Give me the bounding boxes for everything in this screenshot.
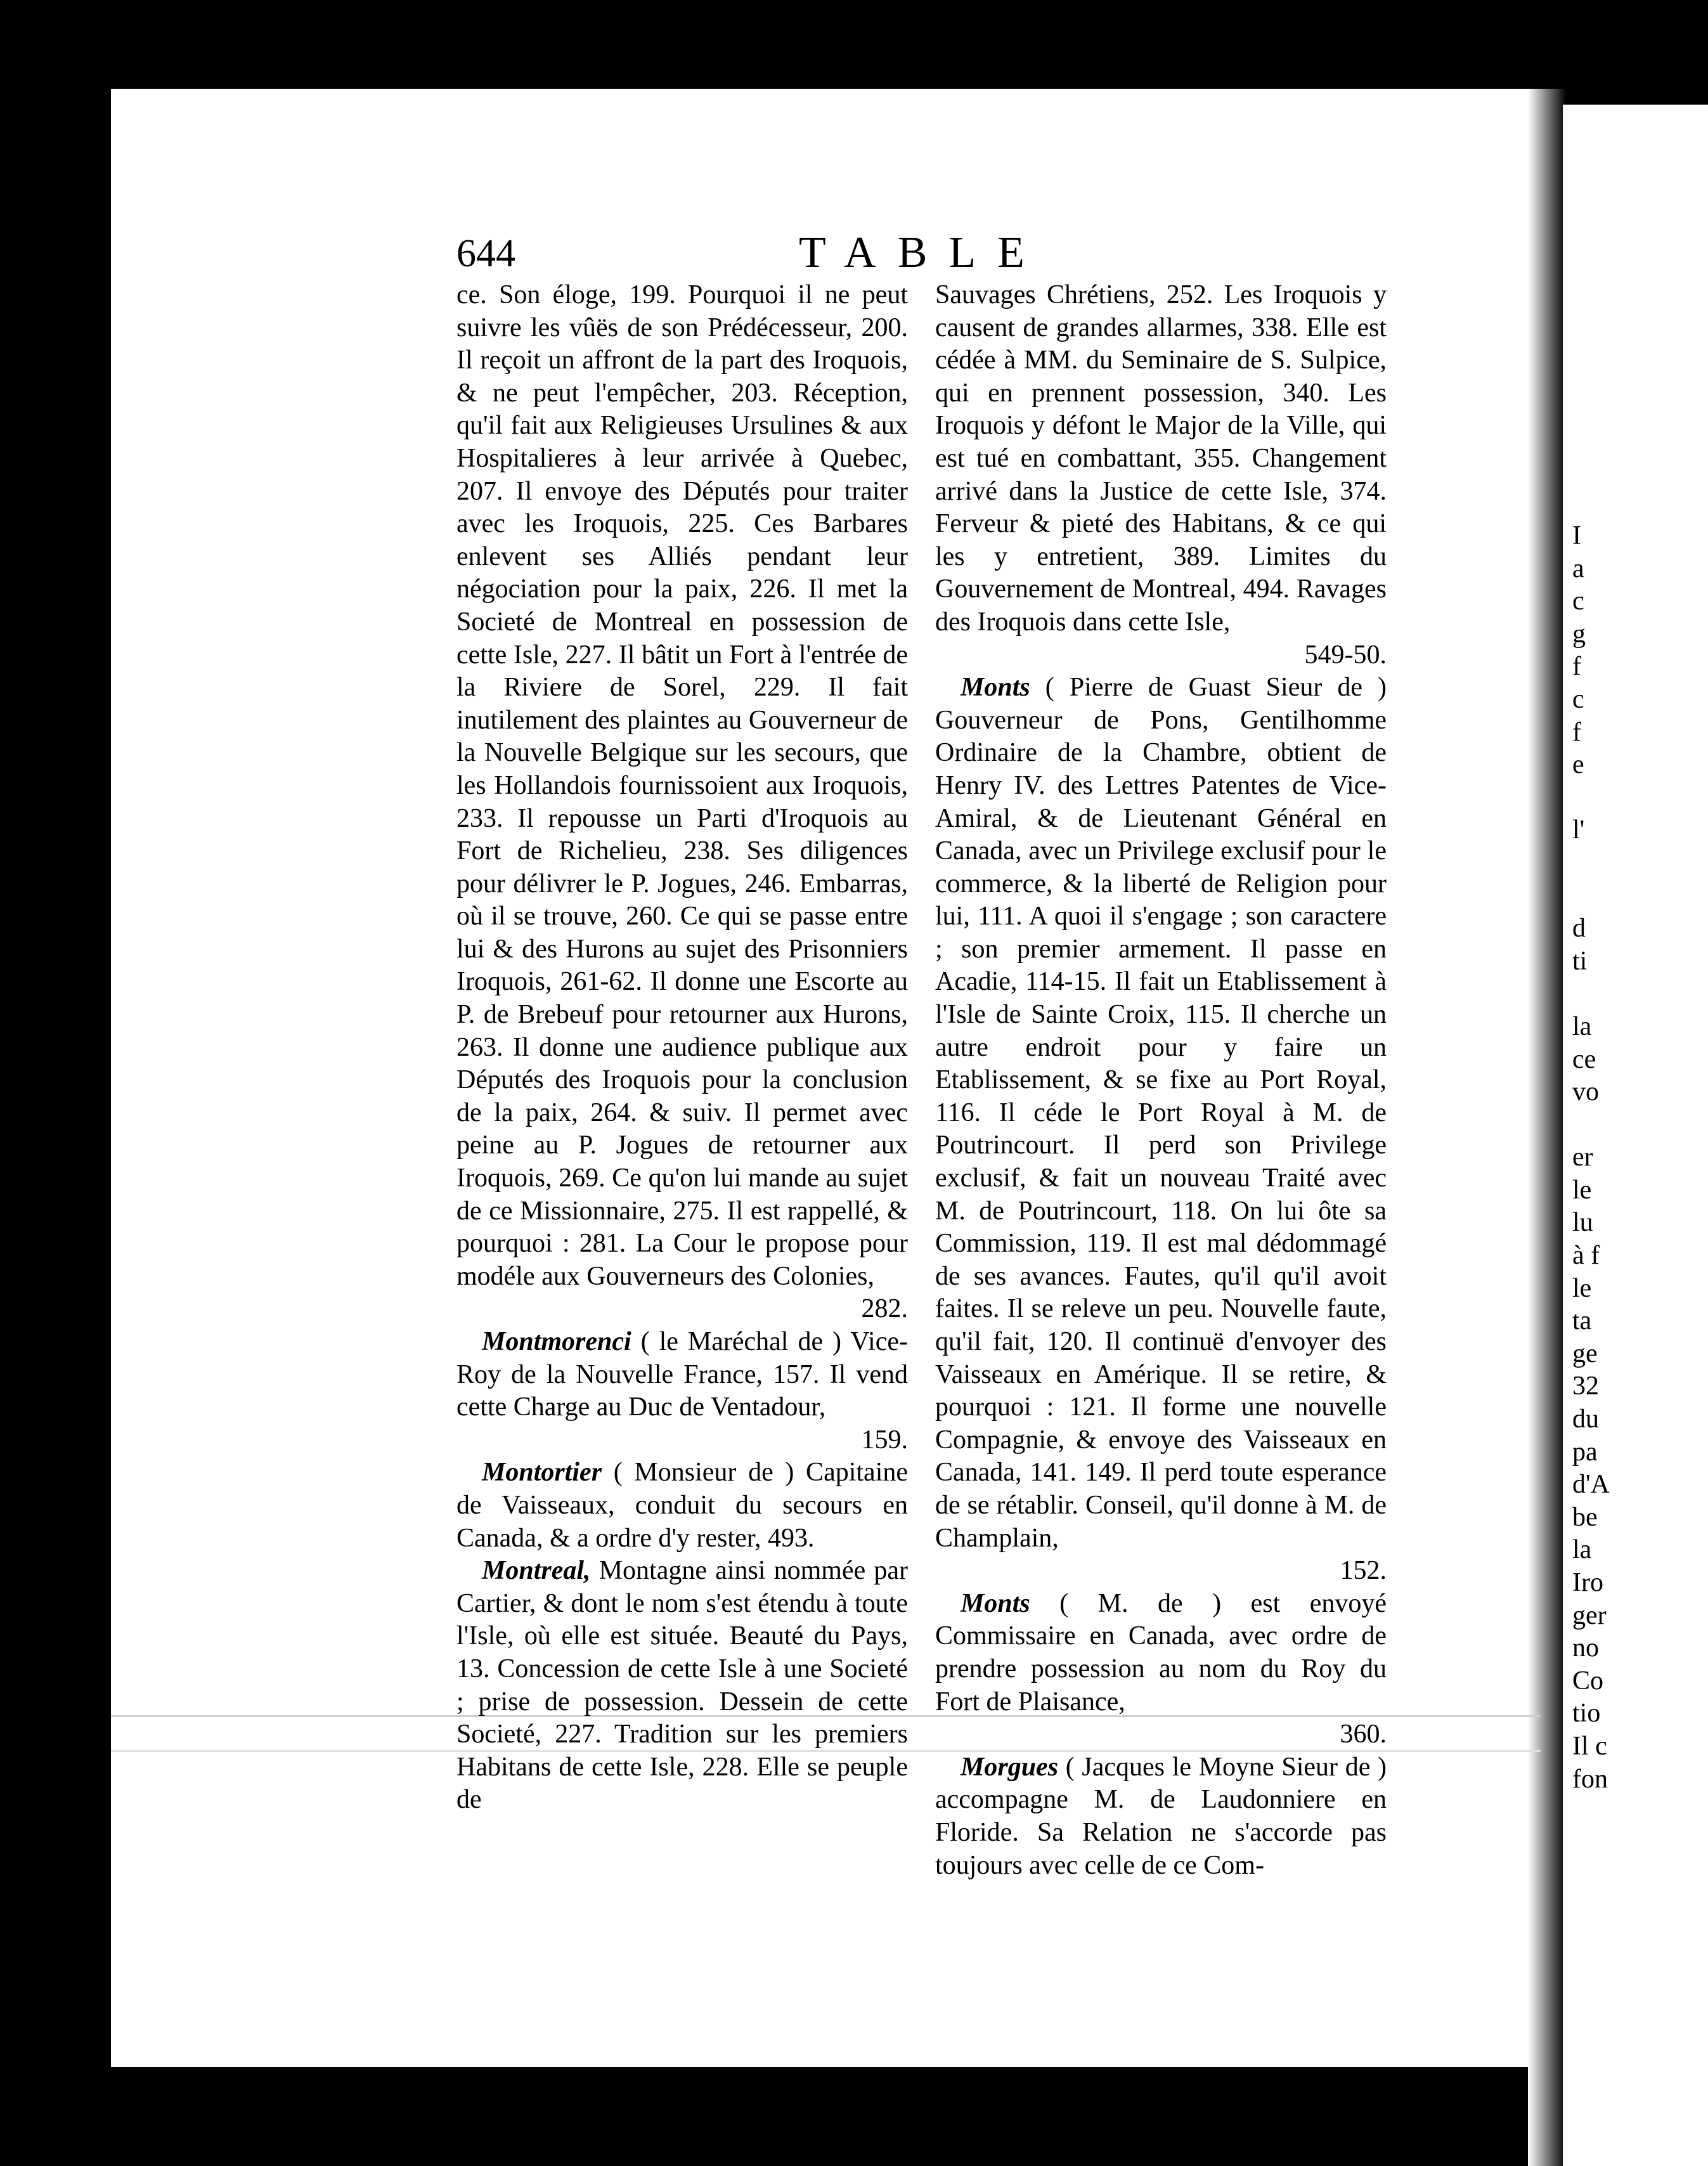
next-page-fragment: no <box>1572 1633 1599 1663</box>
next-page-fragment <box>1572 880 1705 913</box>
next-page-fragment: fon <box>1572 1764 1608 1794</box>
entry-text: ( Monsieur de ) Capitaine de Vaisseaux, conduit du secours en Canada, & a ordre d'y rester, 493. <box>456 1458 909 1553</box>
book-gutter <box>1528 89 1566 2166</box>
next-page-fragment: c <box>1572 587 1584 616</box>
next-page-fragment: l' <box>1572 815 1585 845</box>
next-page-fragment <box>1572 1109 1705 1142</box>
entry-text: ( Jacques le Moyne Sieur de ) accompagne M. de Laudonniere en Floride. Sa Relation ne s'accorde pas toujours avec celle de ce Com- <box>935 1752 1387 1880</box>
entry-page-ref: 159. <box>861 1425 908 1455</box>
entry-headword: Montreal, <box>482 1556 591 1586</box>
entry-text: ( Pierre de Guast Sieur de ) Gouverneur de Pons, Gentilhomme Ordinaire de la Chambre, obtient de Henry IV. des Lettres Patentes de Vice-Amiral, & de Lieutenant Général en Canada, avec un Privilege exclusif pour le commerce, & la liberté de Religion pour lui, 111. A quoi il s'engage ; son caractere ; son premier armement. Il passe en Acadie, 114-15. Il fait un Etablissement à l'Isle de Sainte Croix, 115. Il cherche un autre endroit pour y faire un Etablissement, & se fixe au Port Royal, 116. Il céde le Port Royal à M. de Poutrincourt. Il perd son Privilege exclusif, & fait un nouveau Traité avec M. de Poutrincourt, 118. On lui ôte sa Commission, 119. Il est mal dédommagé de ses avances. Fautes, qu'il qu'il avoit faites. Il se releve un peu. Nouvelle faute, qu'il fait, 120. Il continuë d'envoyer des Vaisseaux en Amérique. Il se retire, & pourquoi : 121. Il forme une nouvelle Compagnie, & envoye des Vaisseaux en Canada, 141. 149. Il perd toute esperance de se rétablir. Conseil, qu'il donne à M. de Champlain, <box>935 673 1387 1553</box>
entry-text: Montagne ainsi nommée par Cartier, & dont le nom s'est étendu à toute l'Isle, où elle est située. Beauté du Pays, 13. Concession de cette Isle à une Societé ; prise de possession. Dessein de cette Societé, 227. Tradition sur les premiers Habitans de cette Isle, 228. Elle se peuple de <box>456 1556 909 1815</box>
next-page-fragment: d'A <box>1572 1470 1610 1500</box>
entry-headword: Morgues <box>961 1752 1059 1782</box>
next-page-fragment: f <box>1572 717 1581 747</box>
next-page-fragment: ti <box>1572 946 1588 976</box>
next-page-fragment: be <box>1572 1502 1598 1532</box>
next-page-fragment: pa <box>1572 1437 1598 1467</box>
entry-text: Sauvages Chrétiens, 252. Les Iroquois y causent de grandes allarmes, 338. Elle est cédée à MM. du Seminaire de S. Sulpice, qui en prennent possession, 340. Les Iroquois y défont le Major de la Ville, qui est tué en combattant, 355. Changement arrivé dans la Justice de cette Isle, 374. Ferveur & pieté des Habitans, & ce qui les y entretient, 389. Limites du Gouvernement de Montreal, 494. Ravages des Iroquois dans cette Isle, <box>935 280 1387 637</box>
next-page-fragment: lu <box>1572 1208 1593 1238</box>
next-page-fragment: c <box>1572 684 1584 714</box>
entry-text: ce. Son éloge, 199. Pourquoi il ne peut suivre les vûës de son Prédécesseur, 200. Il reçoit un affront de la part des Iroquois, & ne peut l'empêcher, 203. Réception, qu'il fait aux Religieuses Ursulines & aux Hospitalieres à leur arrivée à Quebec, 207. Il envoye des Députés pour traiter avec les Iroquois, 225. Ces Barbares enlevent ses Alliés pendant leur négociation pour la paix, 226. Il met la Societé de Montreal en possession de cette Isle, 227. Il bâtit un Fort à l'entrée de la Riviere de Sorel, 229. Il fait inutilement des plaintes au Gouverneur de la Nouvelle Belgique sur les secours, que les Hollandois fournissoient aux Iroquois, 233. Il repousse un Parti d'Iroquois au Fort de Richelieu, 238. Ses diligences pour délivrer le P. Jogues, 246. Embarras, où il se trouve, 260. Ce qui se passe entre lui & des Hurons au sujet des Prisonniers Iroquois, 261-62. Il donne une Escorte au P. de Brebeuf pour retourner aux Hurons, 263. Il donne une audience publique aux Députés des Iroquois pour la conclusion de la paix, 264. & suiv. Il permet avec peine au P. Jogues de retourner aux Iroquois, 269. Ce qu'on lui mande au sujet de ce Missionnaire, 275. Il est rappellé, & pourquoi : 281. La Cour le propose pour modéle aux Gouverneurs des Colonies, <box>456 280 908 1291</box>
entry-text: ( M. de ) est envoyé Commissaire en Canada, avec ordre de prendre possession au nom du Roy du Fort de Plaisance, <box>935 1588 1387 1716</box>
entry-headword: Montortier <box>482 1458 602 1488</box>
index-column-right <box>935 279 1387 1882</box>
next-page-fragment: g <box>1572 619 1586 649</box>
index-entry <box>456 1326 908 1456</box>
next-page-fragment: vo <box>1572 1077 1599 1107</box>
next-page-fragment: la <box>1572 1011 1592 1041</box>
index-entry <box>456 1555 908 1817</box>
entry-page-ref: 282. <box>861 1294 908 1324</box>
next-page-fragment: Il c <box>1572 1731 1607 1761</box>
entry-page-ref: 549-50. <box>1304 640 1387 670</box>
next-page-fragment: f <box>1572 652 1581 682</box>
next-page-fragment <box>1572 978 1705 1011</box>
entry-page-ref: 360. <box>1340 1720 1387 1749</box>
next-page-fragment: du <box>1572 1404 1599 1434</box>
page-number: 644 <box>456 232 515 275</box>
next-page-fragment: le <box>1572 1175 1592 1205</box>
next-page-fragment: e <box>1572 750 1584 780</box>
next-page-fragment: a <box>1572 554 1584 583</box>
entry-page-ref: 152. <box>1340 1556 1387 1586</box>
next-page-fragment: I <box>1572 521 1581 550</box>
index-entry <box>935 1751 1387 1882</box>
next-page-fragment: le <box>1572 1273 1592 1303</box>
entry-headword: Monts <box>961 1588 1030 1618</box>
next-page-fragment: 32 <box>1572 1372 1599 1401</box>
next-page-fragment: ta <box>1572 1306 1592 1336</box>
next-page-fragment: ge <box>1572 1339 1598 1368</box>
next-page-fragment: à f <box>1572 1241 1600 1271</box>
next-page-fragment: er <box>1572 1143 1593 1172</box>
next-page-fragment: ger <box>1572 1600 1607 1630</box>
entry-text: ( le Maréchal de ) Vice-Roy de la Nouvelle France, 157. Il vend cette Charge au Duc de Ventadour, <box>456 1327 908 1422</box>
next-page-fragment: la <box>1572 1535 1592 1565</box>
entry-headword: Montmorenci <box>482 1327 631 1356</box>
index-entry <box>935 279 1387 671</box>
index-entry <box>935 1588 1387 1751</box>
next-page-fragment <box>1572 847 1705 880</box>
index-entry <box>456 1456 908 1555</box>
next-page-fragment <box>1572 782 1705 815</box>
entry-headword: Monts <box>961 673 1030 703</box>
page-header <box>456 228 1376 282</box>
next-page-fragment: tio <box>1572 1699 1601 1728</box>
running-title: TABLE <box>799 228 1046 277</box>
index-column-left <box>456 279 908 1817</box>
next-page-fragment: ce <box>1572 1044 1596 1074</box>
next-page-fragment: Iro <box>1572 1568 1603 1597</box>
next-page-text-fragments <box>1572 520 1705 1796</box>
next-page-fragment: Co <box>1572 1666 1604 1696</box>
next-page-fragment: d <box>1572 914 1586 944</box>
index-entry <box>935 671 1387 1588</box>
index-entry <box>456 279 908 1326</box>
